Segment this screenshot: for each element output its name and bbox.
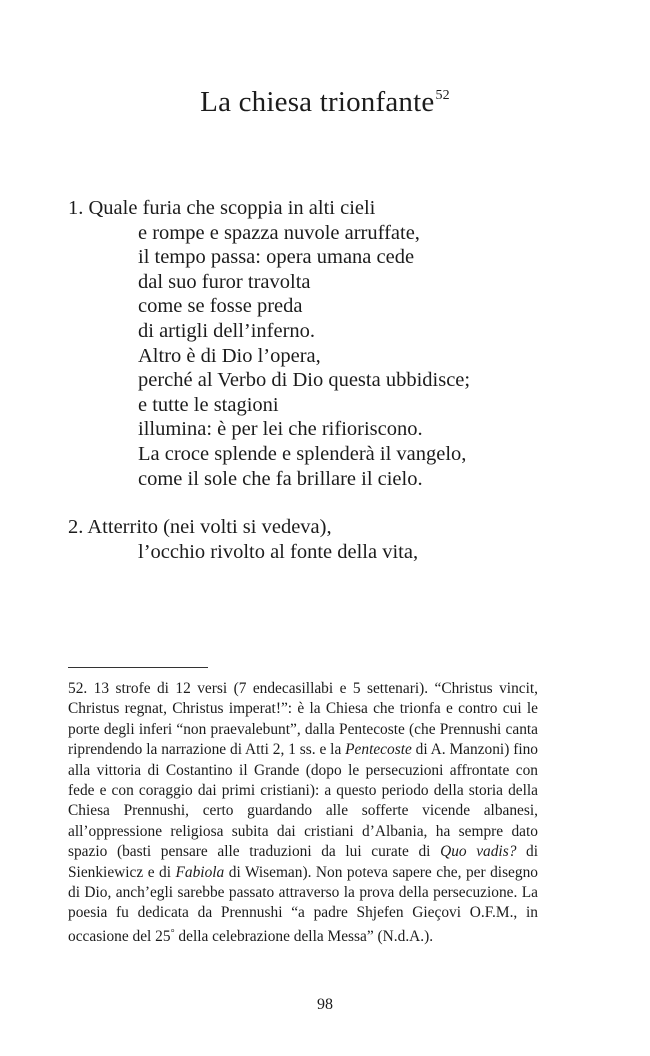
verse-line: La croce splende e splenderà il vangelo, [138,442,467,465]
footnote [68,679,538,947]
verse-line: dal suo furor travolta [138,270,311,293]
stanza-line [68,515,588,540]
stanza-number: 2. [68,516,84,539]
stanza-number: 1. [68,197,84,219]
verse-line: Atterrito (nei volti si vedeva), [87,516,332,539]
verse-line: illumina: è per lei che rifioriscono. [138,418,423,441]
poem-title [0,86,650,119]
footnote-text: della celebrazione della Messa” (N.d.A.). [174,927,434,945]
footnote-text: di A. Manzoni) fino alla vittoria di Costantino il Grande (dopo le persecuzioni affrontate con fede e con coraggio dai primi cristiani): a questo periodo della storia della Chiesa Prennushi, certo guardando alle sofferte vicende albanesi, all’oppressione religiosa subita dai cristiani d’Albania, ha sempre dato spazio (basti pensare alle traduzioni da lui curate di [68,741,538,861]
stanza-1 [68,196,588,491]
footnote-text: di Wiseman). Non poteva sapere che, per disegno di Dio, anch’egli sarebbe passato attraverso la prova della persecuzione. La poesia fu dedicata da Prennushi “a padre Shjefen Gieçovi O.F.M., in occasione del 25 [68,863,538,945]
verse-line: come se fosse preda [138,295,303,318]
verse-line: perché al Verbo di Dio questa ubbidisce; [138,369,471,392]
footnote-text: 13 strofe di 12 versi (7 endecasillabi e 5 settenari). “Christus vincit, Christus regnat, Christus imperat!”: è la Chiesa che trionfa e contro cui le porte degli inferi “non praevalebunt”, dalla Pentecoste (che Prennushi canta riprendendo la narrazione di Atti 2, 1 ss. e la [68,680,538,759]
stanza-2 [68,515,588,564]
footnote-number: 52. [68,680,88,697]
degree-symbol: ° [170,927,175,939]
verse-line: come il sole che fa brillare il cielo. [138,467,423,490]
verse-line: e tutte le stagioni [138,393,279,416]
verse-line: il tempo passa: opera umana cede [138,246,415,269]
footnote-reference: 52 [435,88,450,103]
stanza-line [68,196,588,221]
page-number: 98 [317,996,333,1013]
footnote-text: di Sienkiewicz e di [68,843,538,881]
footnote-divider [68,667,208,668]
verse-line: Quale furia che scoppia in alti cieli [88,197,376,219]
footnote-title-italic: Fabiola [175,863,225,881]
verse-line: l’occhio rivolto al fonte della vita, [138,540,419,563]
poem-body [68,196,588,588]
footnote-title-italic: Quo vadis? [440,843,517,861]
verse-line: di artigli dell’inferno. [138,319,316,342]
footnote-title-italic: Pentecoste [345,741,412,759]
poem-title-text: La chiesa trionfante [200,86,435,118]
verse-line: e rompe e spazza nuvole arruffate, [138,221,420,244]
verse-line: Altro è di Dio l’opera, [138,344,321,367]
